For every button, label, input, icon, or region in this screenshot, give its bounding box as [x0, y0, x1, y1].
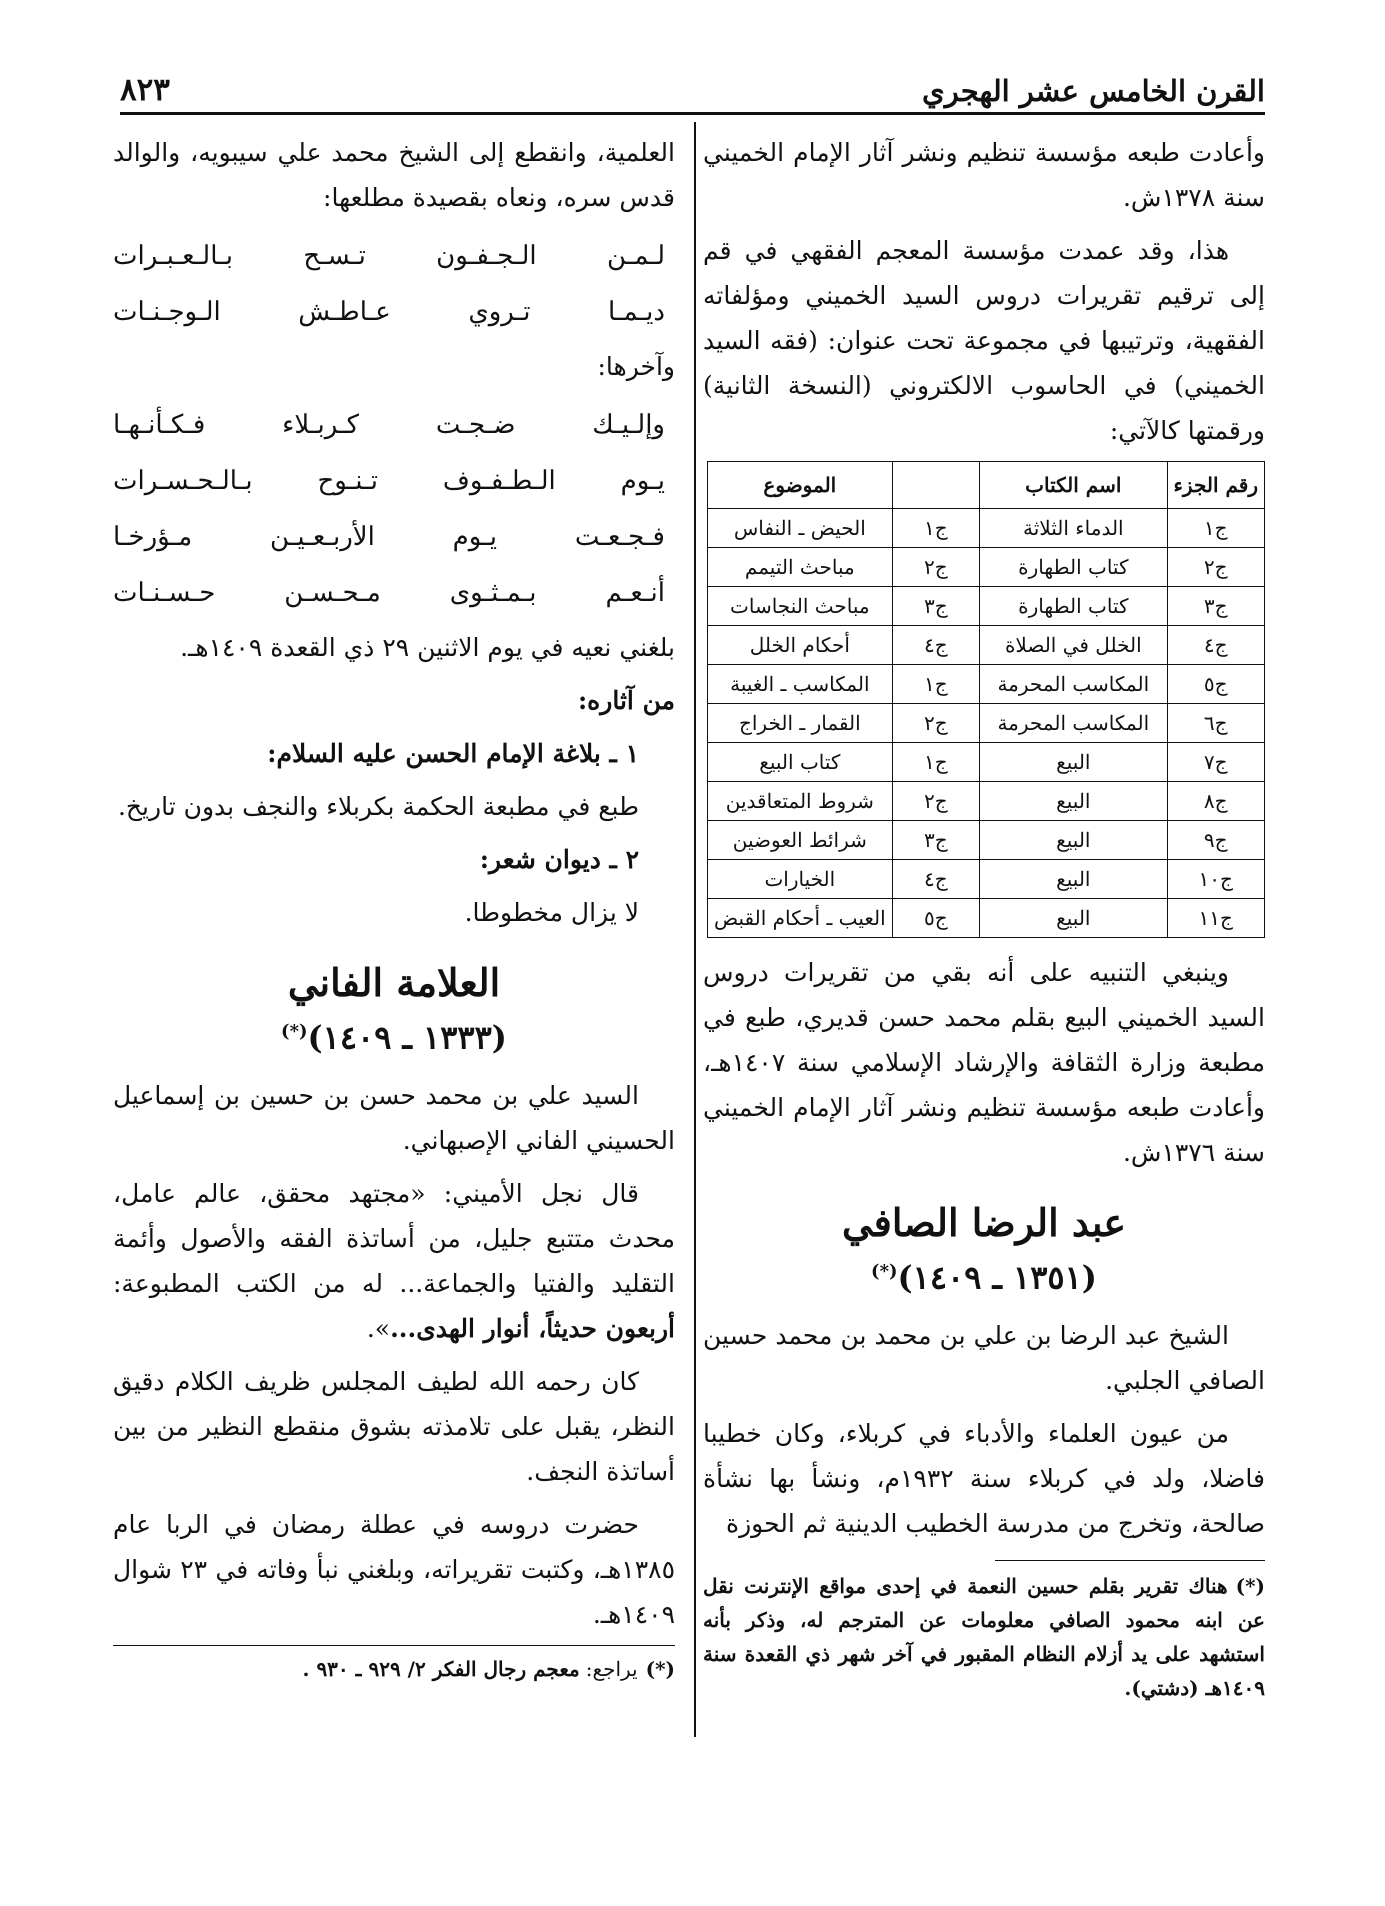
volumes-table [707, 461, 1265, 938]
table-row [708, 782, 1265, 821]
entry-dates-text: (١٣٣٣ ـ ١٤٠٩) [307, 1018, 507, 1057]
poem-line: لـمـن الـجـفـون تـسـح بـالـعـبـرات [113, 241, 665, 271]
work-title: ١ ـ بلاغة الإمام الحسن عليه السلام: [267, 739, 639, 768]
table-row [708, 821, 1265, 860]
cell-volume-no: ج٩ [1167, 821, 1265, 860]
cell-volume-no: ج٤ [1167, 626, 1265, 665]
cell-book-name: الخلل في الصلاة [980, 626, 1167, 665]
cell-volume-no: ج٥ [1167, 665, 1265, 704]
cell-topic: مباحث النجاسات [708, 587, 893, 626]
column-divider [694, 122, 696, 1737]
works-heading: من آثاره: [577, 686, 675, 715]
cell-topic: مباحث التيمم [708, 548, 893, 587]
cell-book-name: كتاب الطهارة [980, 587, 1167, 626]
cell-sub-volume: ج٢ [892, 548, 979, 587]
cell-volume-no: ج٦ [1167, 704, 1265, 743]
cell-sub-volume: ج٢ [892, 782, 979, 821]
poem-line: ديـمـا تـروي عـاطـش الـوجـنـات [113, 297, 665, 327]
paragraph: لا يزال مخطوطا. [464, 898, 639, 927]
page-number: ٨٢٣ [120, 72, 170, 108]
cell-topic: القمار ـ الخراج [708, 704, 893, 743]
poem-line: يـوم الـطـفـوف تـنـوح بـالـحـسـرات [113, 466, 665, 496]
paragraph: وآخرها: [597, 352, 675, 381]
footnote-ref: (*) [871, 1261, 898, 1282]
footnote-rule [995, 1560, 1265, 1561]
entry-dates [703, 1249, 1265, 1301]
entry-dates [113, 1009, 675, 1061]
paragraph: طبع في مطبعة الحكمة بكربلاء والنجف بدون تاريخ. [117, 792, 639, 821]
cell-sub-volume: ج٣ [892, 821, 979, 860]
paragraph: العلمية، وانقطع إلى الشيخ محمد علي سيبويه، والوالد قدس سره، ونعاه بقصيدة مطلعها: [113, 138, 675, 212]
poem-opening [113, 228, 675, 340]
page-header [120, 68, 1265, 115]
paragraph: بلغني نعيه في يوم الاثنين ٢٩ ذي القعدة ١٤٠٩هـ. [180, 633, 675, 662]
table-row [708, 509, 1265, 548]
cell-volume-no: ج١٠ [1167, 860, 1265, 899]
entry-title: عبد الرضا الصافي [842, 1200, 1126, 1245]
table-row [708, 743, 1265, 782]
paragraph: هذا، وقد عمدت مؤسسة المعجم الفقهي في قم إلى ترقيم تقريرات دروس السيد الخميني ومؤلفاته الفقهية، وترتيبها في مجموعة تحت عنوان: (فقه السيد الخميني) في الحاسوب الالكتروني (النسخة الثانية) ورقمتها كالآتي: [703, 236, 1265, 445]
paragraph: حضرت دروسه في عطلة رمضان في الربا عام ١٣٨٥هـ، وكتبت تقريراته، وبلغني نبأ وفاته في ٢٣ شوال ١٤٠٩هـ. [113, 1509, 675, 1629]
cell-book-name: البيع [980, 821, 1167, 860]
cell-book-name: المكاسب المحرمة [980, 665, 1167, 704]
footnote-ref: (*) [281, 1021, 308, 1042]
cell-book-name: المكاسب المحرمة [980, 704, 1167, 743]
cell-topic: أحكام الخلل [708, 626, 893, 665]
paragraph: وينبغي التنبيه على أنه بقي من تقريرات دروس السيد الخميني البيع بقلم محمد حسن قديري، طبع في مطبعة وزارة الثقافة والإرشاد الإسلامي سنة ١٤٠٧هـ، وأعادت طبعه مؤسسة تنظيم ونشر آثار الإمام الخميني سنة ١٣٧٦ش. [703, 958, 1265, 1167]
running-title: القرن الخامس عشر الهجري [922, 74, 1265, 108]
table-row [708, 860, 1265, 899]
cell-volume-no: ج٣ [1167, 587, 1265, 626]
cell-topic: الخيارات [708, 860, 893, 899]
cell-book-name: كتاب الطهارة [980, 548, 1167, 587]
table-row [708, 665, 1265, 704]
cell-sub-volume: ج٤ [892, 860, 979, 899]
footnote-text: معجم رجال الفكر ٢/ ٩٢٩ ـ ٩٣٠ . [302, 1656, 580, 1681]
cell-sub-volume: ج١ [892, 743, 979, 782]
work-title: ٢ ـ ديوان شعر: [479, 845, 639, 874]
right-column [703, 130, 1265, 1735]
table-row [708, 626, 1265, 665]
table-row [708, 704, 1265, 743]
cell-topic: شرائط العوضين [708, 821, 893, 860]
table-row [708, 587, 1265, 626]
footnote-marker: (*) [645, 1656, 675, 1681]
cell-volume-no: ج١١ [1167, 899, 1265, 938]
entry-dates-text: (١٣٥١ ـ ١٤٠٩) [897, 1258, 1097, 1297]
cell-topic: العيب ـ أحكام القبض [708, 899, 893, 938]
entry-title: العلامة الفاني [287, 960, 501, 1005]
header-sub-volume [892, 462, 979, 509]
paragraph [113, 1171, 675, 1351]
paragraph: كان رحمه الله لطيف المجلس ظريف الكلام دقيق النظر، يقبل على تلامذته بشوق منقطع النظير من بين أساتذة النجف. [113, 1366, 675, 1486]
cell-topic: الحيض ـ النفاس [708, 509, 893, 548]
cell-volume-no: ج٢ [1167, 548, 1265, 587]
quote-text: قال نجل الأميني: «مجتهد محقق، عالم عامل، محدث متتبع جليل، من أساتذة الفقه والأصول وأئمة التقليد والفتيا والجماعة... له من الكتب المطبوعة: [113, 1178, 675, 1298]
footnote-marker: (*) [1235, 1573, 1265, 1598]
footnote-text: هناك تقرير بقلم حسين النعمة في إحدى مواقع الإنترنت نقل عن ابنه محمود الصافي معلومات عن المترجم له، وذكر بأنه استشهد على يد أزلام النظام المقبور في آخر شهر ذي القعدة سنة ١٤٠٩هـ (دشتي). [703, 1573, 1265, 1700]
cell-sub-volume: ج٥ [892, 899, 979, 938]
cell-topic: المكاسب ـ الغيبة [708, 665, 893, 704]
left-column [113, 130, 675, 1735]
cell-sub-volume: ج١ [892, 509, 979, 548]
paragraph: السيد علي بن محمد حسن بن حسين بن إسماعيل الحسيني الفاني الإصبهاني. [113, 1080, 675, 1155]
footnote-prefix: يراجع: [585, 1656, 638, 1681]
cell-sub-volume: ج٣ [892, 587, 979, 626]
cell-sub-volume: ج٤ [892, 626, 979, 665]
cell-volume-no: ج١ [1167, 509, 1265, 548]
header-book-name: اسم الكتاب [980, 462, 1167, 509]
cell-book-name: الدماء الثلاثة [980, 509, 1167, 548]
poem-line: وإلـيـك ضـجـت كـربـلاء فـكـأنـهـا [113, 410, 665, 440]
cell-book-name: البيع [980, 899, 1167, 938]
table-body [708, 509, 1265, 938]
cell-topic: شروط المتعاقدين [708, 782, 893, 821]
header-topic: الموضوع [708, 462, 893, 509]
cell-book-name: البيع [980, 860, 1167, 899]
footnote [113, 1645, 675, 1686]
cell-book-name: البيع [980, 782, 1167, 821]
table-row [708, 548, 1265, 587]
quote-bold-titles: أربعون حديثاً، أنوار الهدى... [390, 1313, 675, 1343]
poem-line: أنـعـم بـمـثـوى مـحـسـن حـسـنـات [113, 578, 665, 608]
cell-sub-volume: ج١ [892, 665, 979, 704]
paragraph: وأعادت طبعه مؤسسة تنظيم ونشر آثار الإمام الخميني سنة ١٣٧٨ش. [703, 138, 1265, 212]
header-volume-no: رقم الجزء [1167, 462, 1265, 509]
cell-sub-volume: ج٢ [892, 704, 979, 743]
table-row [708, 899, 1265, 938]
cell-volume-no: ج٧ [1167, 743, 1265, 782]
footnote [703, 1569, 1265, 1705]
poem-line: فـجـعـت يـوم الأربـعـيـن مـؤرخـا [113, 522, 665, 552]
paragraph: من عيون العلماء والأدباء في كربلاء، وكان خطيبا فاضلا، ولد في كربلاء سنة ١٩٣٢م، ونشأ بها نشأة صالحة، وتخرج من مدرسة الخطيب الدينية ثم الحوزة [703, 1418, 1265, 1538]
cell-volume-no: ج٨ [1167, 782, 1265, 821]
quote-end: ». [366, 1313, 391, 1343]
cell-book-name: البيع [980, 743, 1167, 782]
paragraph: الشيخ عبد الرضا بن علي بن محمد بن محمد حسين الصافي الجلبي. [703, 1320, 1265, 1395]
table-header-row [708, 462, 1265, 509]
poem-closing [113, 397, 675, 621]
cell-topic: كتاب البيع [708, 743, 893, 782]
